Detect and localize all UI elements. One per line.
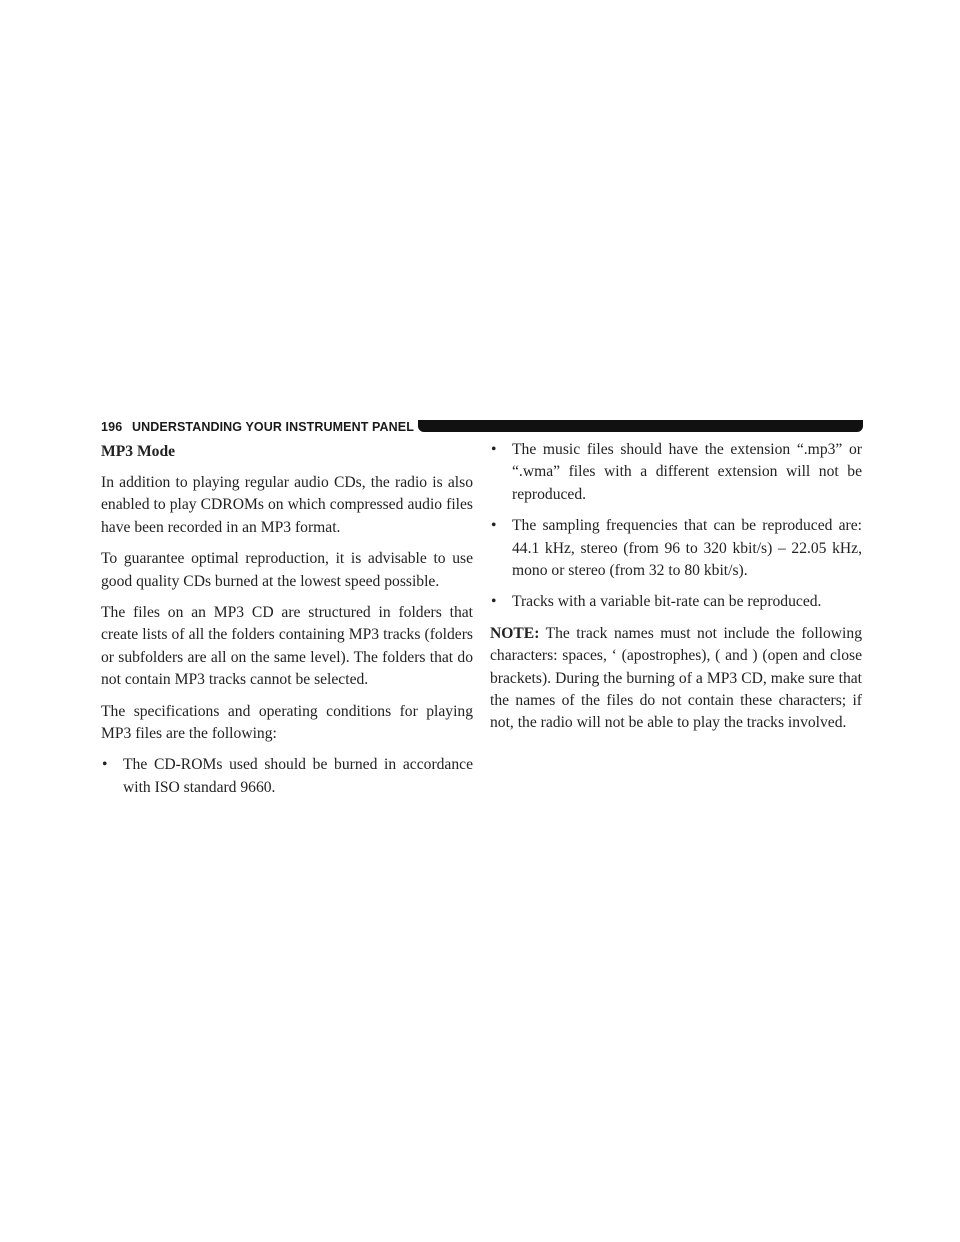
header-bar	[418, 420, 863, 432]
spec-list-left	[101, 754, 473, 799]
paragraph-intro: In addition to playing regular audio CDs, the radio is also enabled to play CDROMs on which compressed audio files have been recorded in an MP3 format.	[101, 474, 473, 536]
paragraph-specifications: The specifications and operating conditions for playing MP3 files are the following:	[101, 702, 473, 743]
list-item: • The CD-ROMs used should be burned in accordance with ISO standard 9660.	[101, 754, 473, 799]
right-column	[490, 439, 862, 744]
page-header	[101, 417, 863, 437]
page-number: 196	[101, 420, 123, 434]
note-paragraph	[490, 623, 862, 735]
left-column	[101, 439, 473, 808]
section-title: UNDERSTANDING YOUR INSTRUMENT PANEL	[132, 420, 414, 434]
paragraph-quality: To guarantee optimal reproduction, it is advisable to use good quality CDs burned at the lowest speed possible.	[101, 550, 473, 590]
list-item: • Tracks with a variable bit-rate can be reproduced.	[490, 591, 862, 613]
mp3-mode-heading: MP3 Mode	[101, 443, 176, 460]
list-item: • The sampling frequencies that can be reproduced are: 44.1 kHz, stereo (from 96 to 320 kbit/s) – 22.05 kHz, mono or stereo (from 32 to 80 kbit/s).	[490, 515, 862, 582]
spec-list-right	[490, 439, 862, 614]
note-text: The track names must not include the following characters: spaces, ‘ (apostrophes), ( and ) (open and close brackets). During the burning of a MP3 CD, make sure that the names of the files do not contain these characters; if not, the radio will not be able to play the tracks involved.	[490, 624, 862, 732]
list-item: • The music files should have the extension “.mp3” or “.wma” files with a different extension will not be reproduced.	[490, 439, 862, 506]
note-label: NOTE:	[490, 624, 540, 642]
paragraph-folders: The files on an MP3 CD are structured in folders that create lists of all the folders containing MP3 tracks (folders or subfolders are all on the same level). The folders that do not contain MP3 tracks cannot be selected.	[101, 604, 473, 689]
